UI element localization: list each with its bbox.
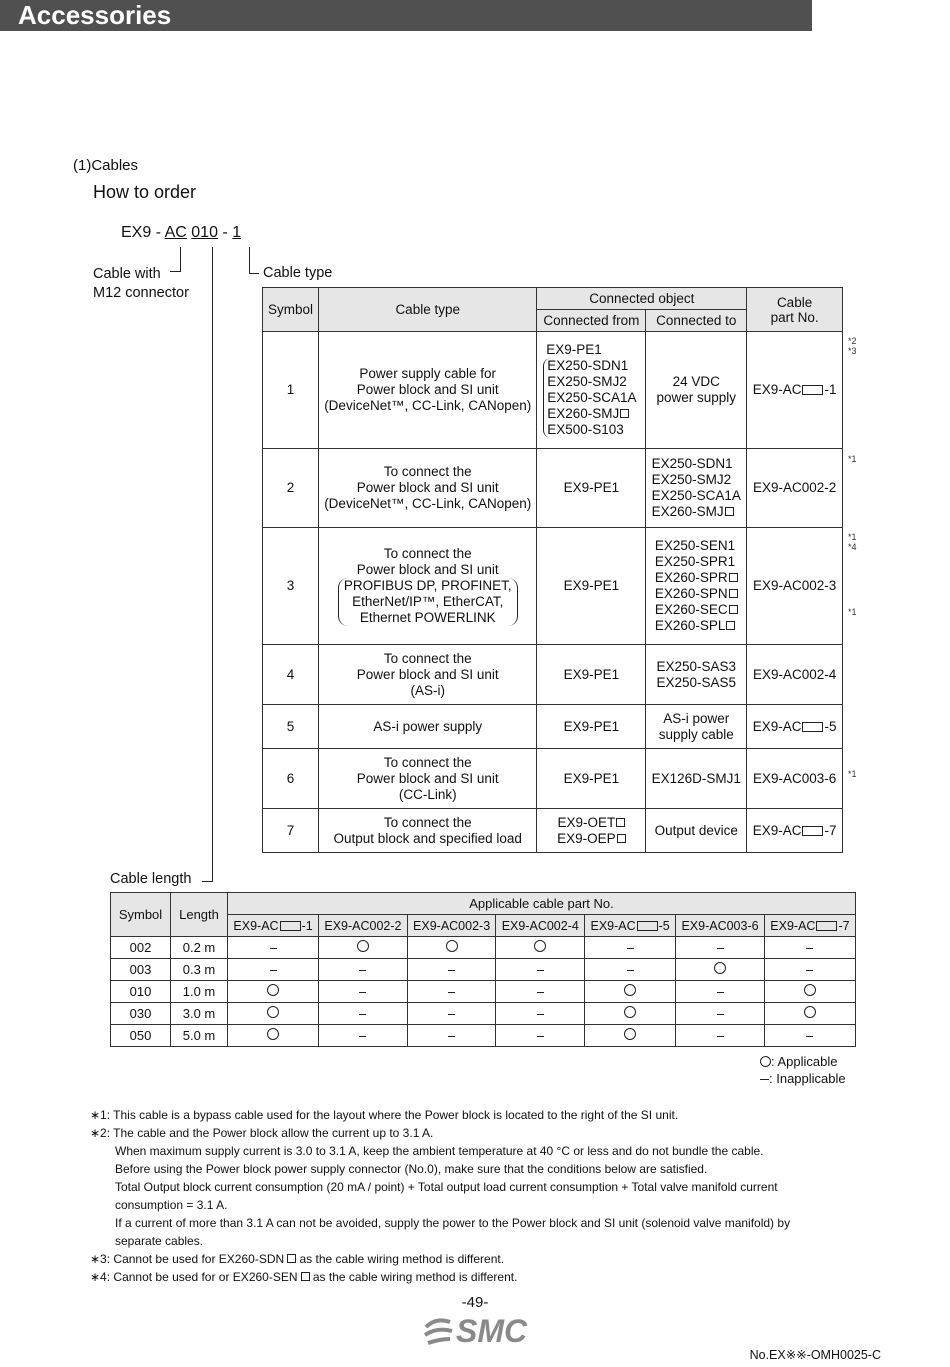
part-prefix: EX9-AC — [752, 822, 802, 838]
row-cable-type: AS-i power supply — [318, 705, 537, 749]
type-line: To connect the — [383, 650, 472, 666]
row-connected-to — [646, 645, 747, 705]
part-prefix: EX9-AC — [233, 918, 279, 933]
to-item: EX260-SEC — [654, 602, 728, 617]
row-connected-to: Output device — [646, 809, 747, 853]
footnote-text: ∗3: Cannot be used for EX260-SDN — [90, 1252, 285, 1266]
applicability-cell — [764, 959, 855, 981]
row-length: 5.0 m — [171, 1025, 228, 1047]
type-line: Output block and specified load — [333, 830, 522, 846]
footnote: ∗2: The cable and the Power block allow the current up to 3.1 A. — [90, 1126, 434, 1140]
inapplicable-dash-icon — [359, 1014, 366, 1016]
footnote-text: ∗4: Cannot be used for or EX260-SEN — [90, 1270, 298, 1284]
type-line: (AS-i) — [410, 682, 445, 698]
to-item: supply cable — [658, 726, 734, 742]
footnote-detail: When maximum supply current is 3.0 to 3.1 A, keep the ambient temperature at 40 °C or less and do not bundle the cable. — [115, 1144, 764, 1158]
row-cable-type — [318, 332, 537, 449]
table-row — [111, 937, 856, 959]
to-item: EX250-SMJ2 — [651, 472, 732, 487]
row-symbol: 010 — [111, 981, 171, 1003]
col-header-part-4 — [496, 915, 585, 937]
row-cable-type — [318, 528, 537, 645]
col-header-symbol: Symbol — [111, 893, 171, 937]
placeholder-box-icon — [729, 605, 738, 614]
row-length: 0.3 m — [171, 959, 228, 981]
applicability-cell — [407, 959, 496, 981]
row-cable-type — [318, 449, 537, 528]
table-row — [111, 1003, 856, 1025]
footnote — [90, 1250, 880, 1268]
code-type: 1 — [232, 224, 242, 241]
code-length: 010 — [191, 224, 218, 241]
row-symbol: 050 — [111, 1025, 171, 1047]
table-row — [111, 981, 856, 1003]
row-symbol: 5 — [263, 705, 319, 749]
placeholder-box-icon — [620, 409, 629, 418]
part-prefix: EX9-AC — [770, 918, 816, 933]
applicable-circle-icon — [624, 984, 636, 996]
part-suffix: -1 — [301, 918, 313, 933]
length-placeholder-icon — [280, 921, 301, 931]
code-ac: AC — [164, 224, 187, 241]
table-row — [263, 528, 843, 645]
part-prefix: EX9-AC — [590, 918, 636, 933]
from-item: EX250-SCA1A — [547, 390, 637, 405]
inapplicable-dash-icon — [448, 970, 455, 972]
placeholder-box-icon — [301, 1272, 310, 1281]
to-item: AS-i power — [663, 710, 730, 726]
applicability-cell — [676, 1025, 765, 1047]
row-cable-type — [318, 749, 537, 809]
inapplicable-dash-icon — [537, 970, 544, 972]
order-code — [121, 224, 241, 242]
applicability-cell — [676, 959, 765, 981]
applicability-cell — [496, 981, 585, 1003]
type-line: (DeviceNet™, CC-Link, CANopen) — [324, 398, 532, 413]
row-symbol: 030 — [111, 1003, 171, 1025]
header-line: Cable — [776, 294, 813, 310]
row-cable-type — [318, 809, 537, 853]
page-number: -49- — [461, 1294, 489, 1311]
row-connected-to — [646, 705, 747, 749]
inapplicable-dash-icon — [627, 970, 634, 972]
table-row — [263, 645, 843, 705]
page-title: Accessories — [18, 0, 172, 30]
type-line: (CC-Link) — [398, 786, 457, 802]
col-header-part-2 — [319, 915, 408, 937]
inapplicable-dash-icon — [806, 1036, 813, 1038]
footnote-ref: *1 — [848, 607, 857, 617]
applicability-cell — [228, 1003, 319, 1025]
from-item: EX260-SMJ — [547, 406, 620, 421]
col-header-connected-to: Connected to — [646, 310, 747, 332]
row-connected-from — [537, 809, 646, 853]
part-prefix: EX9-AC002-2 — [324, 918, 402, 933]
inapplicable-dash-icon — [806, 948, 813, 950]
table-row — [263, 749, 843, 809]
applicability-cell — [676, 937, 765, 959]
inapplicable-dash-icon — [760, 1079, 769, 1081]
inapplicable-dash-icon — [717, 1036, 724, 1038]
legend-inapplicable: : Inapplicable — [769, 1071, 846, 1086]
inapplicable-dash-icon — [717, 948, 724, 950]
type-line: Power supply cable for — [359, 366, 496, 381]
cable-type-callout: Cable type — [263, 265, 333, 281]
col-header-cable-type: Cable type — [318, 288, 537, 332]
applicability-cell — [585, 1025, 676, 1047]
row-symbol: 1 — [263, 332, 319, 449]
applicable-circle-icon — [267, 984, 279, 996]
cable-with-callout — [93, 265, 189, 303]
row-connected-to: EX126D-SMJ1 — [646, 749, 747, 809]
footnote-ref: *1 — [848, 532, 857, 542]
row-part-number: EX9-AC002-4 — [747, 645, 843, 705]
applicability-cell — [676, 981, 765, 1003]
applicable-circle-icon — [267, 1006, 279, 1018]
applicable-circle-icon — [624, 1006, 636, 1018]
part-suffix: -1 — [824, 382, 837, 397]
placeholder-box-icon — [729, 573, 738, 582]
footnote-detail: separate cables. — [115, 1234, 204, 1248]
legend — [760, 1053, 846, 1087]
footnote-ref: *3 — [848, 346, 857, 356]
part-prefix: EX9-AC — [752, 382, 802, 397]
applicable-circle-icon — [714, 962, 726, 974]
to-item: EX250-SAS5 — [656, 674, 737, 690]
type-line: Power block and SI unit — [356, 770, 499, 786]
part-prefix: EX9-AC002-4 — [501, 918, 579, 933]
table-row — [263, 705, 843, 749]
type-line: PROFIBUS DP, PROFINET, — [343, 578, 512, 593]
applicability-cell — [228, 959, 319, 981]
from-item: EX9-OEP — [557, 830, 616, 846]
length-placeholder-icon — [637, 921, 658, 931]
how-to-order-heading: How to order — [93, 182, 197, 202]
applicability-cell — [319, 1003, 408, 1025]
footnote-ref: *1 — [848, 769, 857, 779]
type-line: To connect the — [383, 546, 472, 561]
footnote: ∗1: This cable is a bypass cable used for the layout where the Power block is located to the right of the SI unit. — [90, 1108, 679, 1122]
leader-line — [202, 881, 213, 882]
section-label: (1)Cables — [73, 157, 139, 174]
footnote-detail: consumption = 3.1 A. — [115, 1198, 228, 1212]
cable-length-callout: Cable length — [110, 871, 192, 887]
col-header-part-5 — [585, 915, 676, 937]
applicability-cell — [764, 981, 855, 1003]
applicability-cell — [496, 959, 585, 981]
applicability-cell — [407, 981, 496, 1003]
applicability-cell — [585, 981, 676, 1003]
applicability-cell — [319, 959, 408, 981]
inapplicable-dash-icon — [717, 1014, 724, 1016]
row-connected-to — [646, 528, 747, 645]
from-item: EX9-OET — [557, 814, 616, 830]
row-symbol: 3 — [263, 528, 319, 645]
row-symbol: 002 — [111, 937, 171, 959]
table-row — [263, 449, 843, 528]
col-header-applicable: Applicable cable part No. — [228, 893, 856, 915]
to-item: EX250-SCA1A — [651, 488, 741, 503]
footnote — [90, 1268, 880, 1286]
length-placeholder-icon — [802, 385, 823, 395]
applicability-cell — [764, 1025, 855, 1047]
col-header-part-1 — [228, 915, 319, 937]
placeholder-box-icon — [729, 589, 738, 598]
applicable-circle-icon — [446, 940, 458, 952]
applicable-circle-icon — [534, 940, 546, 952]
inapplicable-dash-icon — [627, 948, 634, 950]
part-prefix: EX9-AC002-3 — [413, 918, 491, 933]
inapplicable-dash-icon — [359, 992, 366, 994]
to-item: EX260-SPL — [654, 618, 726, 633]
row-connected-from — [537, 332, 646, 449]
type-line: Power block and SI unit — [356, 666, 499, 682]
applicability-cell — [585, 937, 676, 959]
callout-line: M12 connector — [93, 285, 189, 301]
length-placeholder-icon — [816, 921, 837, 931]
inapplicable-dash-icon — [717, 992, 724, 994]
applicability-cell — [676, 1003, 765, 1025]
to-item: EX250-SAS3 — [656, 658, 737, 674]
footnotes — [90, 1106, 880, 1286]
type-line: Power block and SI unit — [356, 480, 499, 495]
to-item: EX260-SMJ — [651, 504, 724, 519]
from-item: EX500-S103 — [547, 422, 624, 437]
to-item: EX260-SPN — [654, 586, 728, 601]
table-row — [263, 809, 843, 853]
inapplicable-dash-icon — [448, 1014, 455, 1016]
leader-line — [212, 247, 213, 882]
applicability-cell — [585, 1003, 676, 1025]
row-symbol: 6 — [263, 749, 319, 809]
table-row — [111, 959, 856, 981]
placeholder-box-icon — [616, 818, 625, 827]
row-connected-from: EX9-PE1 — [537, 449, 646, 528]
header-line: part No. — [770, 309, 819, 325]
section-banner — [0, 0, 812, 31]
part-prefix: EX9-AC — [752, 718, 802, 734]
to-item: EX250-SDN1 — [651, 456, 733, 471]
col-header-part-3 — [407, 915, 496, 937]
cable-length-table — [110, 892, 856, 1047]
applicability-cell — [319, 1025, 408, 1047]
placeholder-box-icon — [617, 834, 626, 843]
col-header-part-7 — [764, 915, 855, 937]
footnote-detail: Total Output block current consumption (20 mA / point) + Total output load current consumption + Total valve manifold current — [115, 1180, 778, 1194]
to-item: power supply — [656, 390, 737, 405]
applicability-cell — [585, 959, 676, 981]
from-item: EX250-SMJ2 — [547, 374, 627, 389]
applicable-circle-icon — [357, 940, 369, 952]
footnote-ref: *2 — [848, 336, 857, 346]
to-item: EX250-SEN1 — [654, 538, 736, 553]
footnote-ref: *4 — [848, 542, 857, 552]
part-suffix: -5 — [824, 718, 837, 734]
row-symbol: 7 — [263, 809, 319, 853]
applicable-circle-icon — [624, 1028, 636, 1040]
col-header-length: Length — [171, 893, 228, 937]
applicable-circle-icon — [804, 984, 816, 996]
to-item: EX260-SPR — [654, 570, 728, 585]
row-part-number — [747, 332, 843, 449]
length-placeholder-icon — [802, 722, 823, 732]
part-suffix: -5 — [658, 918, 670, 933]
cable-type-table — [262, 287, 843, 853]
logo-text: SMC — [456, 1313, 528, 1349]
applicability-cell — [319, 981, 408, 1003]
footnote-ref: *1 — [848, 454, 857, 464]
footnote-text: as the cable wiring method is different. — [296, 1252, 505, 1266]
inapplicable-dash-icon — [448, 992, 455, 994]
applicability-cell — [407, 1025, 496, 1047]
type-line: Ethernet POWERLINK — [359, 610, 496, 625]
footnote-detail: Before using the Power block power supply connector (No.0), make sure that the conditions below are satisfied. — [115, 1162, 708, 1176]
type-line: Power block and SI unit — [356, 562, 499, 577]
col-header-symbol: Symbol — [263, 288, 319, 332]
inapplicable-dash-icon — [270, 970, 277, 972]
applicability-cell — [496, 937, 585, 959]
type-line: To connect the — [383, 814, 472, 830]
leader-line — [249, 247, 250, 273]
inapplicable-dash-icon — [537, 1036, 544, 1038]
row-connected-to — [646, 449, 747, 528]
type-line: To connect the — [383, 754, 472, 770]
col-header-cable-part — [747, 288, 843, 332]
applicability-cell — [496, 1003, 585, 1025]
row-connected-from: EX9-PE1 — [537, 705, 646, 749]
inapplicable-dash-icon — [270, 948, 277, 950]
row-part-number — [747, 705, 843, 749]
to-item: EX250-SPR1 — [654, 554, 736, 569]
applicable-circle-icon — [267, 1028, 279, 1040]
applicability-cell — [407, 1003, 496, 1025]
legend-applicable: : Applicable — [771, 1054, 838, 1069]
type-line: (DeviceNet™, CC-Link, CANopen) — [324, 496, 532, 511]
row-symbol: 2 — [263, 449, 319, 528]
col-header-part-6 — [676, 915, 765, 937]
row-cable-type — [318, 645, 537, 705]
inapplicable-dash-icon — [537, 1014, 544, 1016]
col-header-connected-from: Connected from — [537, 310, 646, 332]
inapplicable-dash-icon — [359, 970, 366, 972]
smc-logo — [422, 1313, 532, 1349]
callout-line: Cable with — [93, 266, 161, 282]
applicability-cell — [496, 1025, 585, 1047]
inapplicable-dash-icon — [806, 970, 813, 972]
row-symbol: 4 — [263, 645, 319, 705]
footnote-text: as the cable wiring method is different. — [309, 1270, 518, 1284]
row-part-number: EX9-AC002-3 — [747, 528, 843, 645]
applicability-cell — [228, 981, 319, 1003]
code-dash: - — [217, 224, 233, 241]
leader-line — [249, 273, 259, 274]
applicability-cell — [319, 937, 408, 959]
type-line: Power block and SI unit — [356, 382, 499, 397]
col-header-connected-object: Connected object — [537, 288, 747, 310]
row-part-number — [747, 809, 843, 853]
row-length: 0.2 m — [171, 937, 228, 959]
placeholder-box-icon — [726, 621, 735, 630]
to-item: 24 VDC — [672, 374, 720, 389]
inapplicable-dash-icon — [537, 992, 544, 994]
part-prefix: EX9-AC003-6 — [681, 918, 759, 933]
row-part-number: EX9-AC002-2 — [747, 449, 843, 528]
row-length: 1.0 m — [171, 981, 228, 1003]
inapplicable-dash-icon — [448, 1036, 455, 1038]
row-part-number: EX9-AC003-6 — [747, 749, 843, 809]
from-item: EX9-PE1 — [546, 342, 602, 357]
length-placeholder-icon — [802, 826, 823, 836]
applicable-circle-icon — [804, 1006, 816, 1018]
footnote-detail: If a current of more than 3.1 A can not be avoided, supply the power to the Power block and SI unit (solenoid valve manifold) by — [115, 1216, 791, 1230]
type-line: To connect the — [383, 464, 472, 479]
inapplicable-dash-icon — [359, 1036, 366, 1038]
applicability-cell — [407, 937, 496, 959]
row-connected-to — [646, 332, 747, 449]
row-symbol: 003 — [111, 959, 171, 981]
placeholder-box-icon — [725, 507, 734, 516]
table-row — [263, 332, 843, 449]
part-suffix: -7 — [838, 918, 850, 933]
row-length: 3.0 m — [171, 1003, 228, 1025]
row-connected-from: EX9-PE1 — [537, 749, 646, 809]
from-item: EX250-SDN1 — [547, 358, 629, 373]
row-connected-from: EX9-PE1 — [537, 645, 646, 705]
applicability-cell — [228, 1025, 319, 1047]
part-suffix: -7 — [824, 822, 837, 838]
applicable-circle-icon — [760, 1056, 771, 1067]
placeholder-box-icon — [287, 1254, 296, 1263]
applicability-cell — [764, 937, 855, 959]
applicability-cell — [764, 1003, 855, 1025]
table-row — [111, 1025, 856, 1047]
type-line: EtherNet/IP™, EtherCAT, — [352, 594, 504, 609]
applicability-cell — [228, 937, 319, 959]
code-prefix: EX9 - — [121, 224, 165, 241]
document-number: No.EX※※-OMH0025-C — [749, 1348, 881, 1362]
row-connected-from: EX9-PE1 — [537, 528, 646, 645]
